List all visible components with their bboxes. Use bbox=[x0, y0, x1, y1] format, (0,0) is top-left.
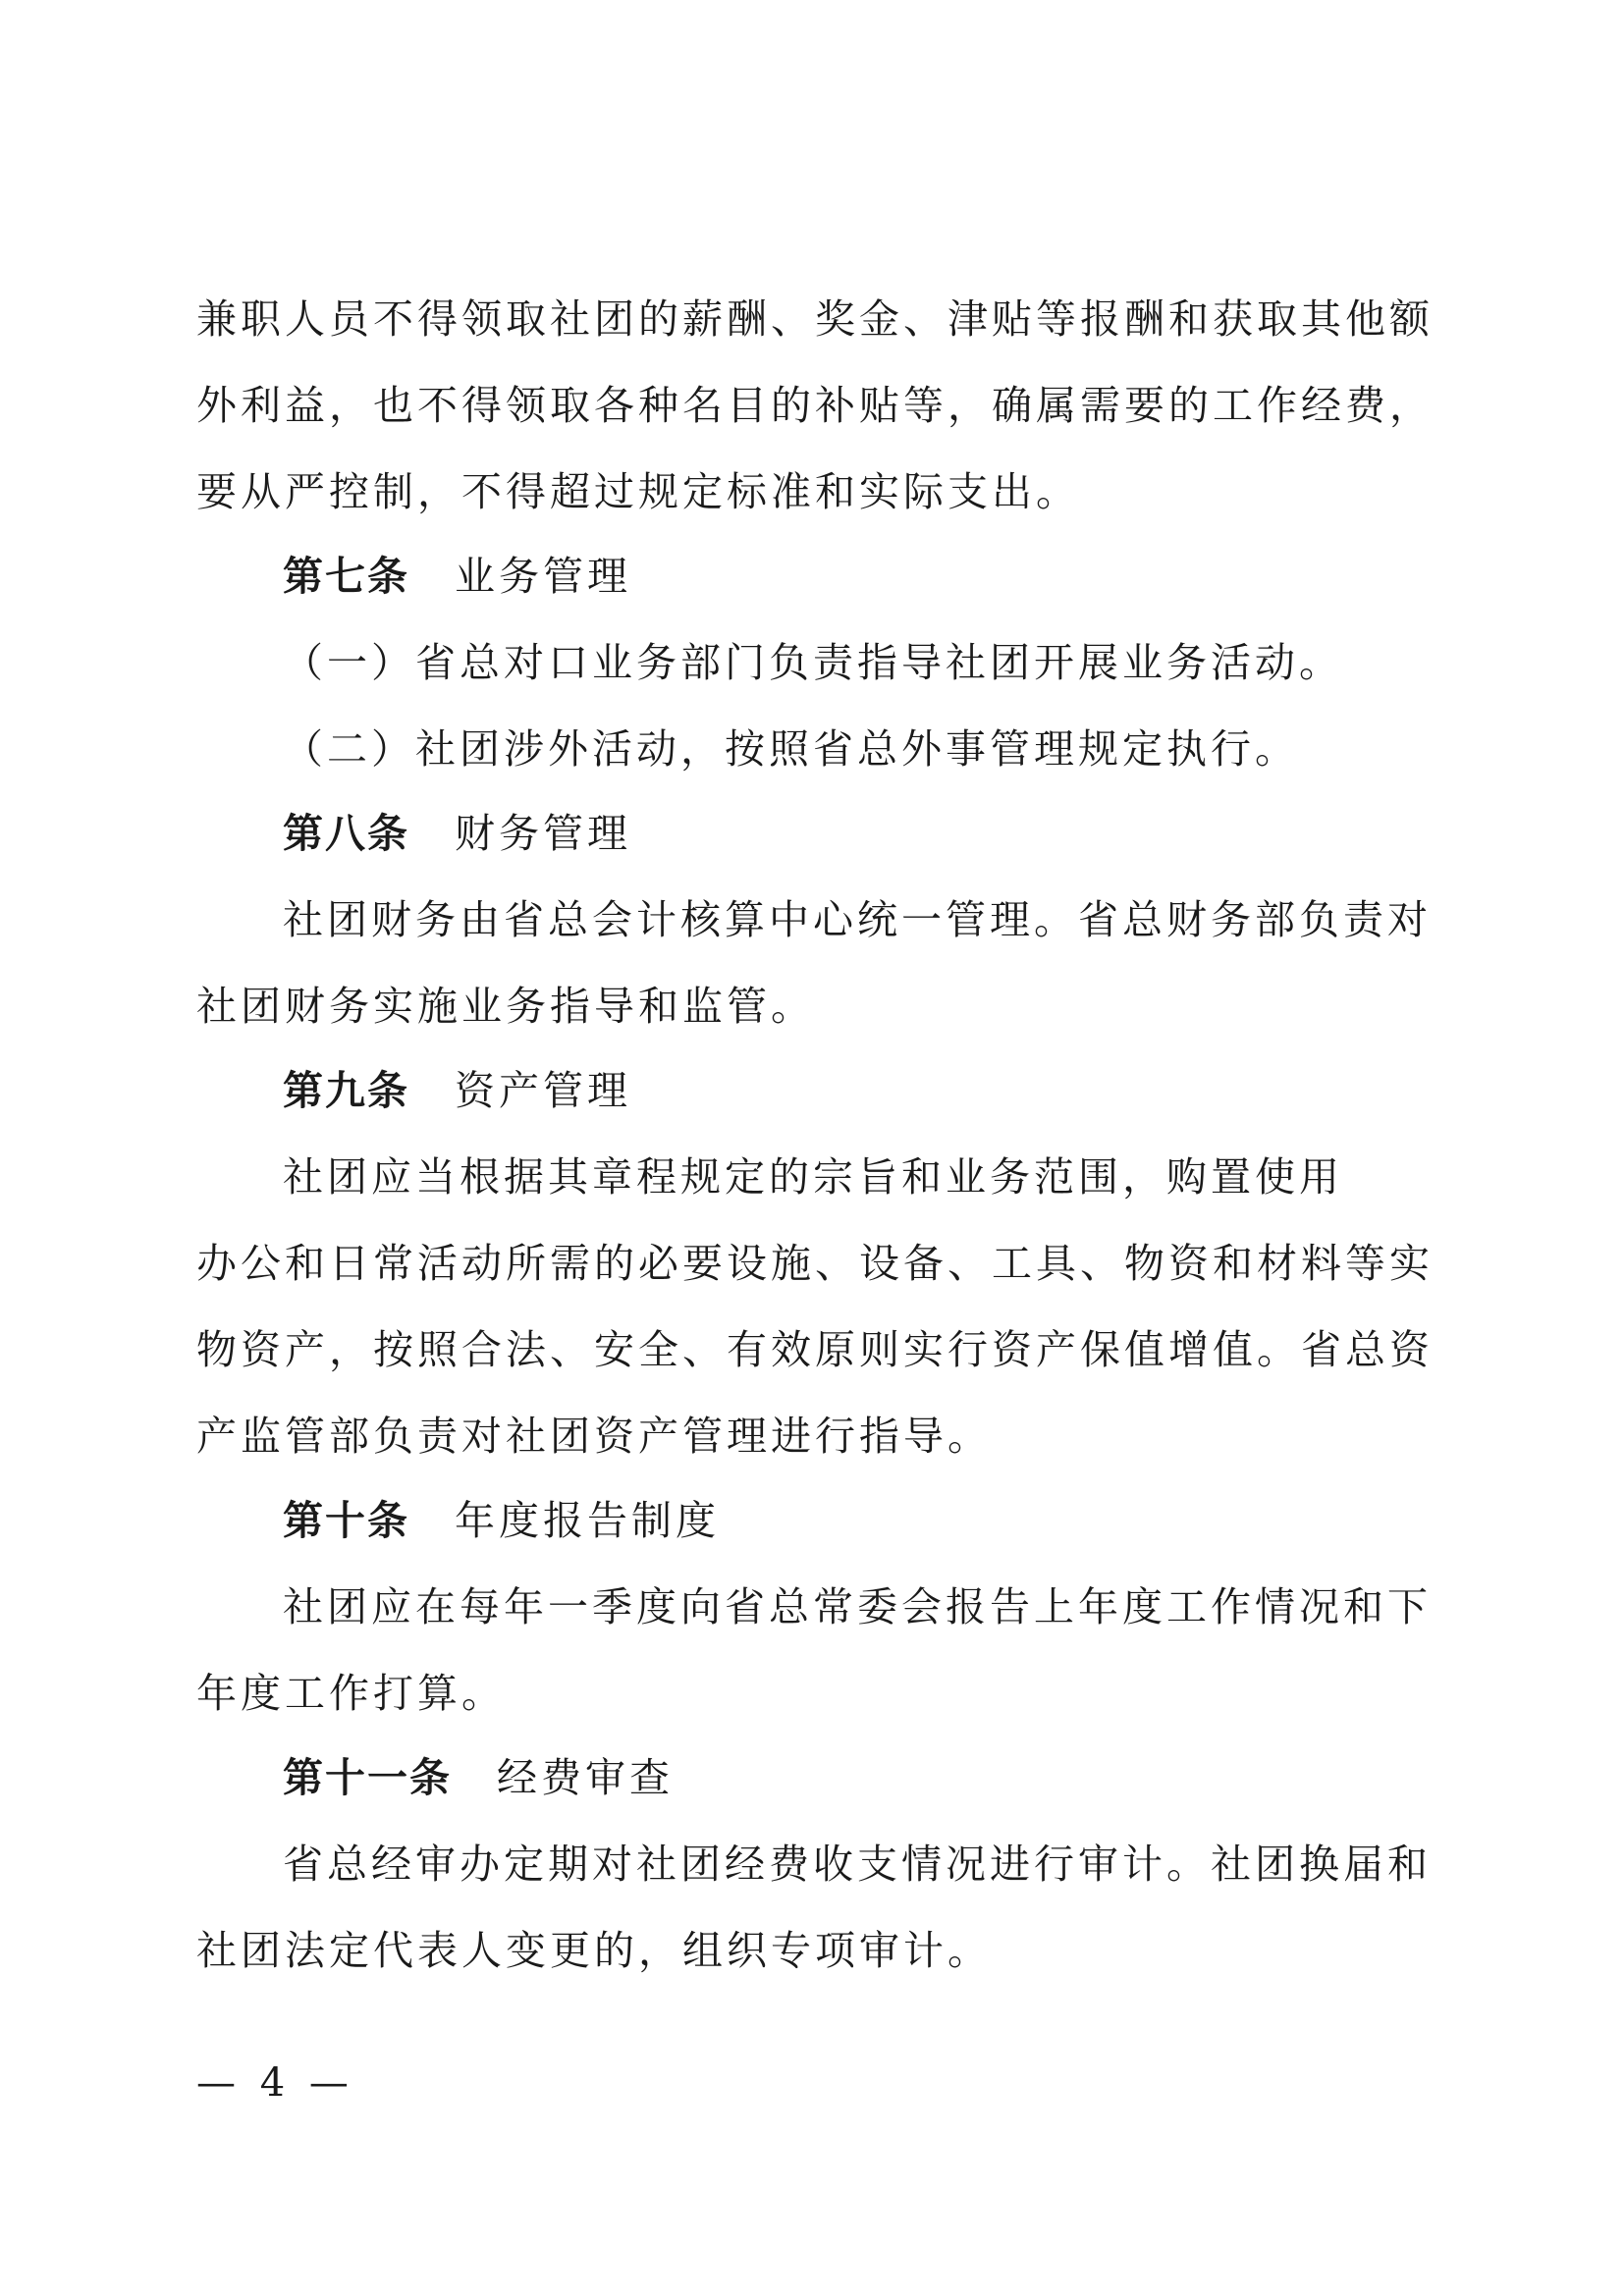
paragraph-line: 外利益，也不得领取各种名目的补贴等，确属需要的工作经费， bbox=[196, 382, 1434, 429]
article-8-label: 第八条 bbox=[283, 810, 409, 857]
article-10-title: 年度报告制度 bbox=[455, 1497, 720, 1544]
article-8-heading bbox=[283, 809, 631, 858]
article-10-label: 第十条 bbox=[283, 1497, 409, 1544]
article-9-heading bbox=[283, 1066, 631, 1115]
article-11-heading bbox=[283, 1753, 674, 1802]
article-7-item-1: （一）省总对口业务部门负责指导社团开展业务活动。 bbox=[283, 639, 1343, 686]
article-10-line-2: 年度工作打算。 bbox=[196, 1670, 506, 1717]
article-9-line-1: 社团应当根据其章程规定的宗旨和业务范围，购置使用 bbox=[283, 1153, 1343, 1201]
article-7-item-2: （二）社团涉外活动，按照省总外事管理规定执行。 bbox=[283, 725, 1299, 773]
article-7-label: 第七条 bbox=[283, 553, 409, 600]
article-11-line-2: 社团法定代表人变更的，组织专项审计。 bbox=[196, 1927, 992, 1974]
article-9-title: 资产管理 bbox=[455, 1067, 631, 1114]
article-7-heading bbox=[283, 552, 631, 601]
article-11-title: 经费审查 bbox=[497, 1754, 674, 1801]
article-9-line-3: 物资产，按照合法、安全、有效原则实行资产保值增值。省总资 bbox=[196, 1326, 1434, 1373]
paragraph-line: 要从严控制，不得超过规定标准和实际支出。 bbox=[196, 468, 1080, 515]
article-9-label: 第九条 bbox=[283, 1067, 409, 1114]
article-9-line-4: 产监管部负责对社团资产管理进行指导。 bbox=[196, 1413, 992, 1460]
article-11-line-1: 省总经审办定期对社团经费收支情况进行审计。社团换届和 bbox=[283, 1841, 1432, 1888]
article-8-title: 财务管理 bbox=[455, 810, 631, 857]
article-8-line-2: 社团财务实施业务指导和监管。 bbox=[196, 983, 815, 1030]
article-10-line-1: 社团应在每年一季度向省总常委会报告上年度工作情况和下 bbox=[283, 1583, 1432, 1630]
article-10-heading bbox=[283, 1496, 720, 1545]
article-7-title: 业务管理 bbox=[455, 553, 631, 600]
paragraph-line: 兼职人员不得领取社团的薪酬、奖金、津贴等报酬和获取其他额 bbox=[196, 295, 1434, 343]
page-number: — 4 — bbox=[196, 2060, 354, 2106]
article-9-line-2: 办公和日常活动所需的必要设施、设备、工具、物资和材料等实 bbox=[196, 1240, 1434, 1287]
article-11-label: 第十一条 bbox=[283, 1754, 452, 1801]
article-8-line-1: 社团财务由省总会计核算中心统一管理。省总财务部负责对 bbox=[283, 896, 1432, 943]
